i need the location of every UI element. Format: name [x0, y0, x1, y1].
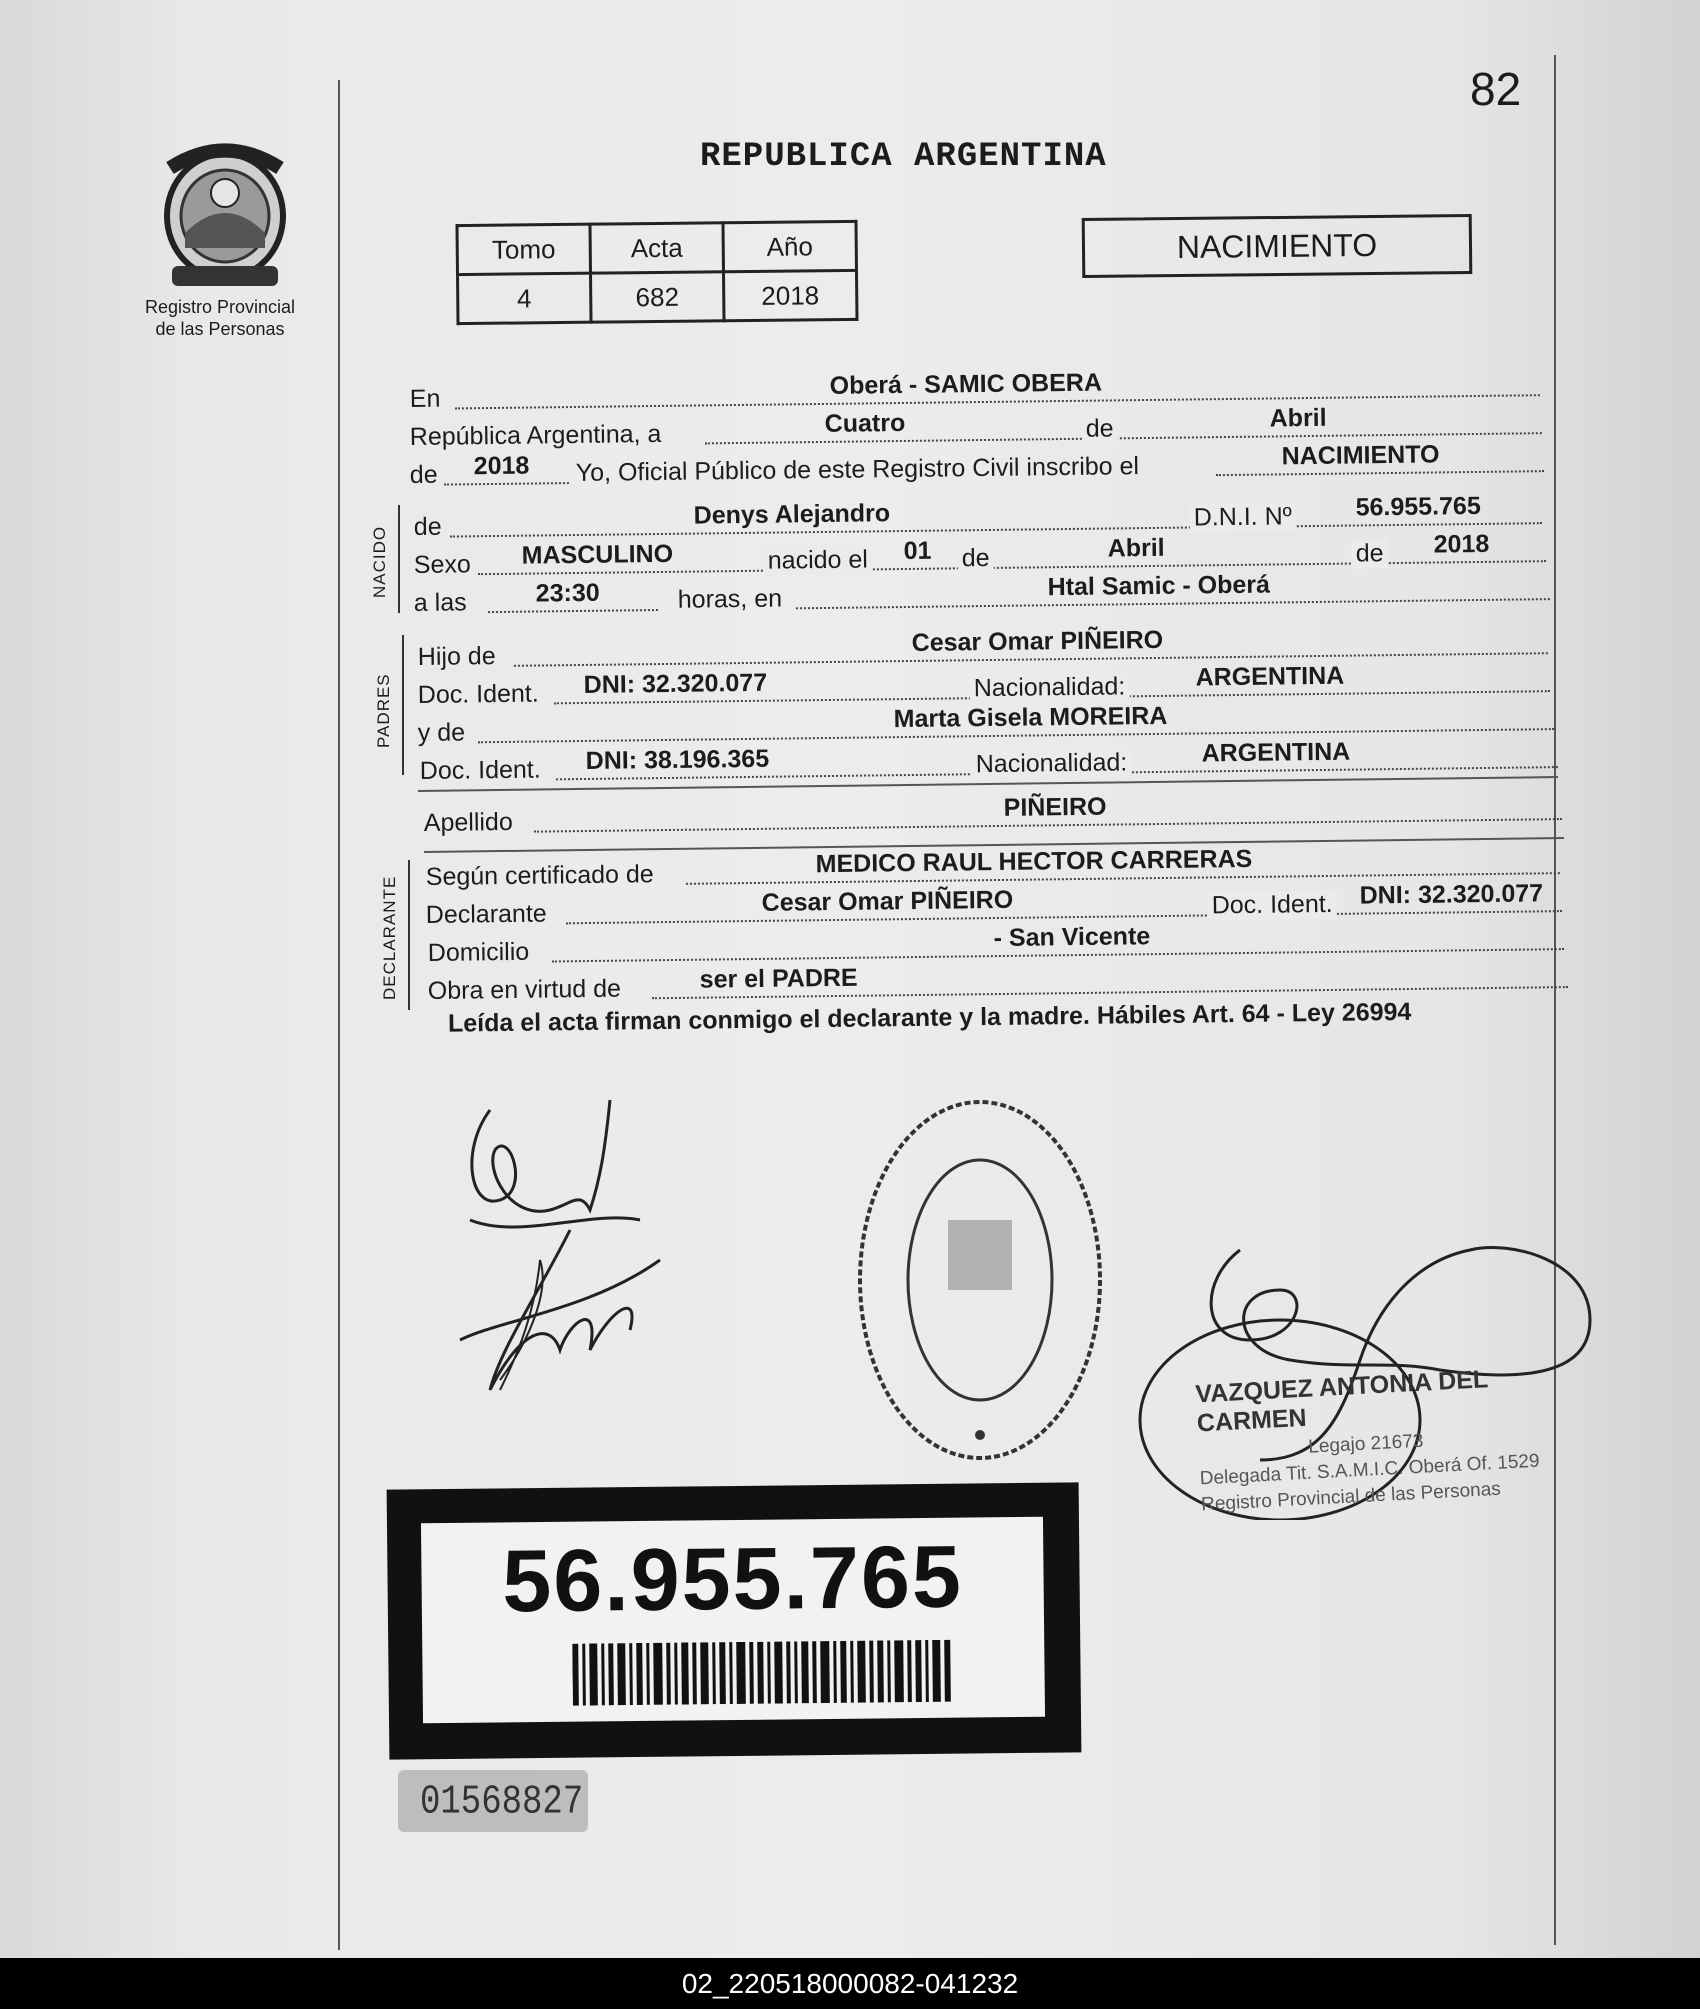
declarant-name: Cesar Omar PIÑEIRO [761, 885, 1014, 917]
certificate-issuer: MEDICO RAUL HECTOR CARRERAS [815, 844, 1253, 879]
logo-caption-line1: Registro Provincial [144, 297, 296, 317]
doc-label: Doc. Ident. [417, 679, 539, 710]
section-label-declarante: DECLARANTE [380, 875, 399, 1000]
section-label-nacido: NACIDO [370, 525, 389, 598]
logo-caption [130, 296, 310, 340]
scan-footer: 02_220518000082-041232 [0, 1958, 1700, 2009]
birth-time: 23:30 [535, 578, 600, 608]
newborn-name: Denys Alejandro [693, 499, 891, 530]
dni-sticker [387, 1482, 1082, 1759]
hours-label: horas, en [677, 584, 783, 614]
official-file-number: Legajo 21673 [1307, 1430, 1424, 1458]
doc-label: Doc. Ident. [419, 755, 541, 786]
section-bar-padres [402, 635, 404, 775]
de-label: de [958, 544, 994, 573]
section-bar-nacido [398, 505, 400, 613]
birth-year: 2018 [1433, 529, 1490, 559]
section-bar-declarante [408, 860, 410, 1010]
newborn-dni: 56.955.765 [1355, 491, 1481, 522]
declarant-address: - San Vicente [993, 922, 1151, 953]
declarant-label: Declarante [425, 899, 547, 930]
dotted-line [488, 609, 658, 613]
closing-text: Leída el acta firman conmigo el declarante y la madre. Hábiles Art. 64 - Ley 26994 [447, 997, 1412, 1038]
de-label: de [413, 512, 442, 542]
left-margin-line [338, 80, 340, 1950]
registration-year: 2018 [473, 451, 530, 481]
surname-value: PIÑEIRO [1003, 792, 1107, 822]
provincial-crest-logo [150, 138, 300, 298]
dni-sticker-number: 56.955.765 [501, 1526, 964, 1631]
newborn-sex: MASCULINO [521, 539, 674, 570]
official-office: Registro Provincial de las Personas [1200, 1478, 1502, 1516]
dotted-line [1216, 470, 1544, 476]
capacity-label: Obra en virtud de [427, 974, 622, 1006]
surname-row [424, 790, 1562, 838]
birth-month: Abril [1107, 533, 1165, 563]
official-name: VAZQUEZ ANTONIA DEL CARMEN [1194, 1365, 1489, 1438]
at-label: a las [413, 588, 467, 618]
declarant-doc: DNI: 32.320.077 [1359, 879, 1544, 910]
mother-doc: DNI: 38.196.365 [585, 744, 770, 775]
registration-month: Abril [1269, 403, 1327, 433]
father-nationality: ARGENTINA [1195, 661, 1345, 692]
right-margin-line [1554, 55, 1556, 1945]
serial-number: 01568827 [420, 1780, 584, 1826]
registry-seal [850, 1090, 1110, 1470]
mother-name: Marta Gisela MOREIRA [893, 701, 1168, 734]
republic-label: República Argentina, a [409, 419, 662, 452]
address-label: Domicilio [427, 937, 530, 968]
registry-place: Oberá - SAMIC OBERA [829, 368, 1103, 400]
section-label-padres: PADRES [374, 673, 393, 748]
day-words: Cuatro [824, 408, 906, 438]
reference-value: 682 [591, 272, 725, 322]
dotted-line [444, 482, 569, 486]
reference-header: Acta [590, 223, 724, 273]
doc-label: Doc. Ident. [1208, 890, 1337, 921]
official-stamp [1195, 1360, 1602, 1517]
record-type-box: NACIMIENTO [1082, 214, 1473, 278]
de-label: de [1352, 539, 1388, 568]
father-name: Cesar Omar PIÑEIRO [911, 625, 1164, 657]
dni-label: D.N.I. Nº [1190, 502, 1296, 532]
birth-day: 01 [903, 536, 932, 566]
registered-event: NACIMIENTO [1281, 440, 1440, 471]
declarant-signature [440, 1090, 680, 1410]
father-doc: DNI: 32.320.077 [583, 668, 768, 699]
reference-table [455, 220, 858, 325]
mother-nationality: ARGENTINA [1201, 737, 1351, 768]
country-title: REPUBLICA ARGENTINA [700, 138, 1107, 176]
logo-caption-line2: de las Personas [155, 319, 285, 339]
reference-value: 4 [458, 273, 592, 323]
certificate-label: Según certificado de [425, 860, 654, 892]
reference-header: Tomo [457, 224, 591, 274]
declarant-capacity: ser el PADRE [699, 963, 858, 994]
en-label: En [409, 384, 441, 414]
and-label: y de [417, 718, 466, 748]
de-label: de [1082, 414, 1118, 443]
dni-sticker-panel [421, 1517, 1045, 1724]
nationality-label: Nacionalidad: [972, 748, 1132, 779]
sex-label: Sexo [413, 550, 471, 580]
official-role: Delegada Tit. S.A.M.I.C. Oberá Of. 1529 [1199, 1450, 1541, 1490]
reference-header: Año [723, 221, 857, 271]
nationality-label: Nacionalidad: [970, 672, 1130, 703]
de-label: de [409, 460, 438, 490]
son-of-label: Hijo de [417, 642, 496, 672]
birth-place: Htal Samic - Oberá [1047, 570, 1271, 602]
barcode [572, 1640, 953, 1706]
surname-label: Apellido [423, 807, 513, 838]
born-label: nacido el [764, 545, 872, 575]
page-number: 82 [1470, 63, 1522, 115]
reference-value: 2018 [723, 270, 857, 320]
statement-text: Yo, Oficial Público de este Registro Civil inscribo el [575, 452, 1140, 487]
